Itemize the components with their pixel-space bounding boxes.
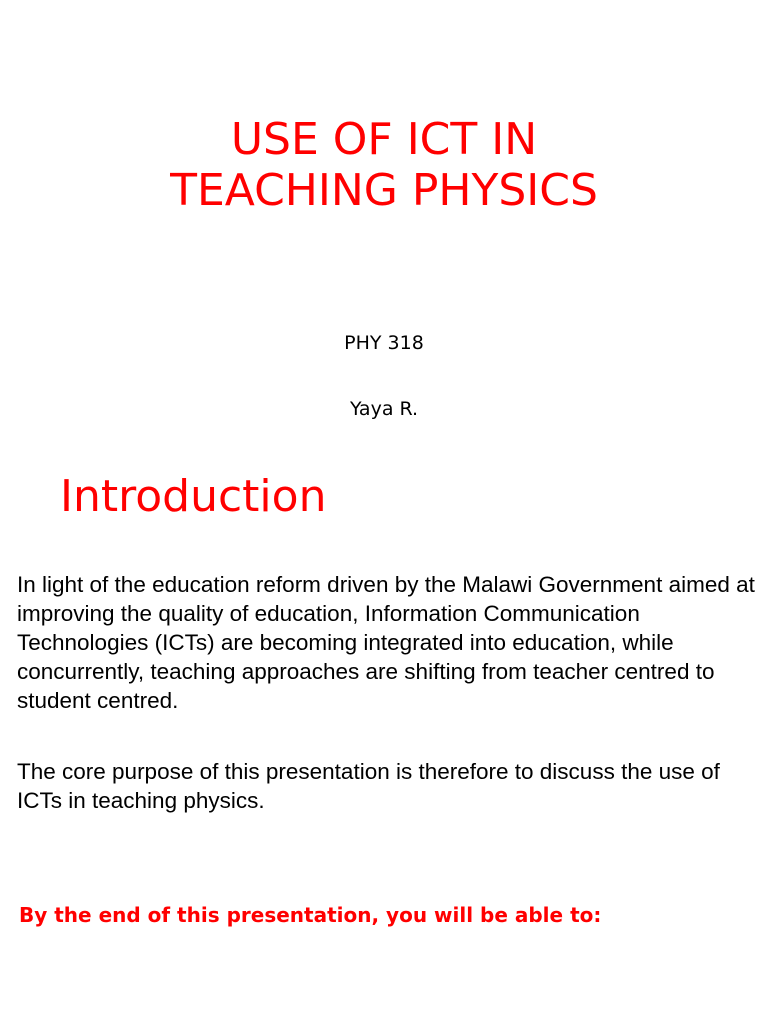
author-name: Yaya R. xyxy=(349,398,419,420)
title-line-1: USE OF ICT IN xyxy=(230,114,538,165)
intro-paragraph-1: In light of the education reform driven by the Malawi Government aimed at improving the quality of education, Information Communication Technologies (ICTs) are becoming integrated into education, while concurrently, teaching approaches are shifting from teacher centred to student centred. xyxy=(17,572,755,713)
intro-paragraph-2: The core purpose of this presentation is therefore to discuss the use of ICTs in teaching physics. xyxy=(17,759,720,813)
course-code: PHY 318 xyxy=(344,332,424,354)
introduction-heading: Introduction xyxy=(60,471,327,522)
slide-title xyxy=(0,114,768,216)
title-line-2: TEACHING PHYSICS xyxy=(170,165,598,216)
objectives-heading: By the end of this presentation, you will be able to: xyxy=(19,903,602,927)
